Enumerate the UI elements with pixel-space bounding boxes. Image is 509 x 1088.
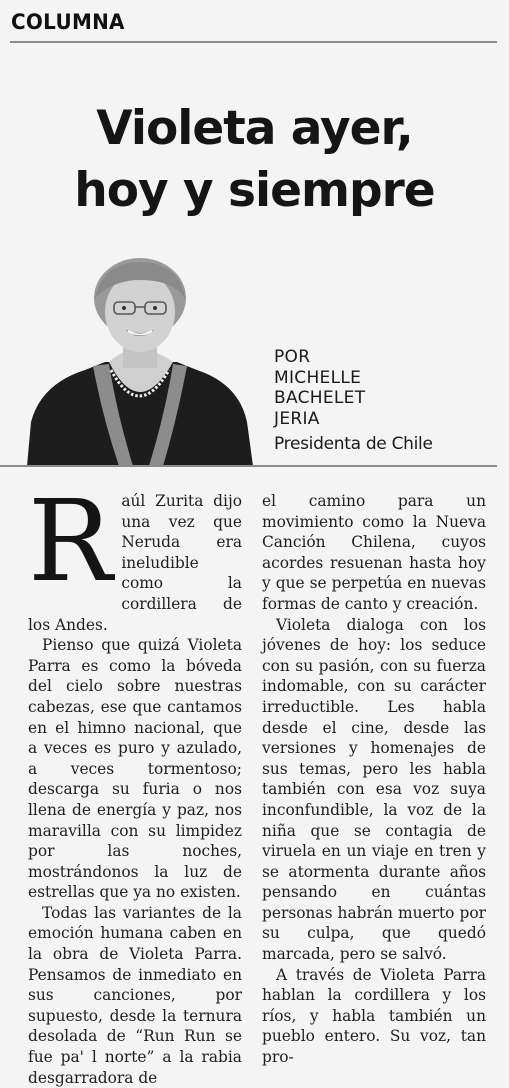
byline [274, 347, 433, 454]
middle-divider [0, 465, 497, 467]
paragraph: A través de Violeta Parra hablan la cordillera y los ríos, y habla también un pueblo entero. Su voz, tan pro- [262, 965, 486, 1067]
dropcap: R [28, 477, 113, 607]
article-column-right [262, 491, 486, 1068]
author-name [274, 347, 433, 429]
author-surname-2: JERIA [274, 408, 320, 429]
paragraph: aúl Zurita dijo una vez que Neruda era ineludible como la cordillera de los Andes. [28, 492, 242, 634]
top-divider [10, 41, 497, 43]
paragraph: Todas las variantes de la emoción humana caben en la obra de Violeta Parra. Pensamos de inmediato en sus canciones, por supuesto, desde la ternura desolada de “Run Run se fue pa' l norte” a la rabia desgarradora de [28, 903, 242, 1087]
headline [0, 98, 509, 222]
byline-por: POR [274, 347, 311, 367]
paragraph: Violeta dialoga con los jóvenes de hoy: los seduce con su pasión, con su fuerza indomable, con su carácter irreductible. Les habla desde el cine, desde las versiones y homenajes de sus temas, pero les habla también con esa voz suya inconfundible, la voz de la niña que se contagia de viruela en un viaje en tren y se atormenta durante años pensando en cuántas personas habrán muerto por su culpa, que quedó marcada, pero se salvó. [262, 615, 486, 964]
author-portrait [27, 254, 253, 466]
author-first-name: MICHELLE [274, 367, 362, 388]
article-column-left [28, 477, 242, 1088]
headline-line-2: hoy y siempre [74, 163, 435, 218]
paragraph: Pienso que quizá Violeta Parra es como la bóveda del cielo sobre nuestras cabezas, ese que cantamos en el himno nacional, que a veces es puro y azulado, a veces tormentoso; descarga su furia o nos llena de energía y paz, nos maravilla con su limpidez por las noches, mostrándonos la luz de estrellas que ya no existen. [28, 636, 242, 902]
headline-line-1: Violeta ayer, [96, 101, 413, 156]
author-role: Presidenta de Chile [274, 434, 433, 454]
author-surname-1: BACHELET [274, 388, 366, 408]
section-label: COLUMNA [11, 10, 125, 34]
paragraph: el camino para un movimiento como la Nueva Canción Chilena, cuyos acordes resuenan hasta hoy y que se perpetúa en nuevas formas de canto y creación. [262, 492, 486, 613]
